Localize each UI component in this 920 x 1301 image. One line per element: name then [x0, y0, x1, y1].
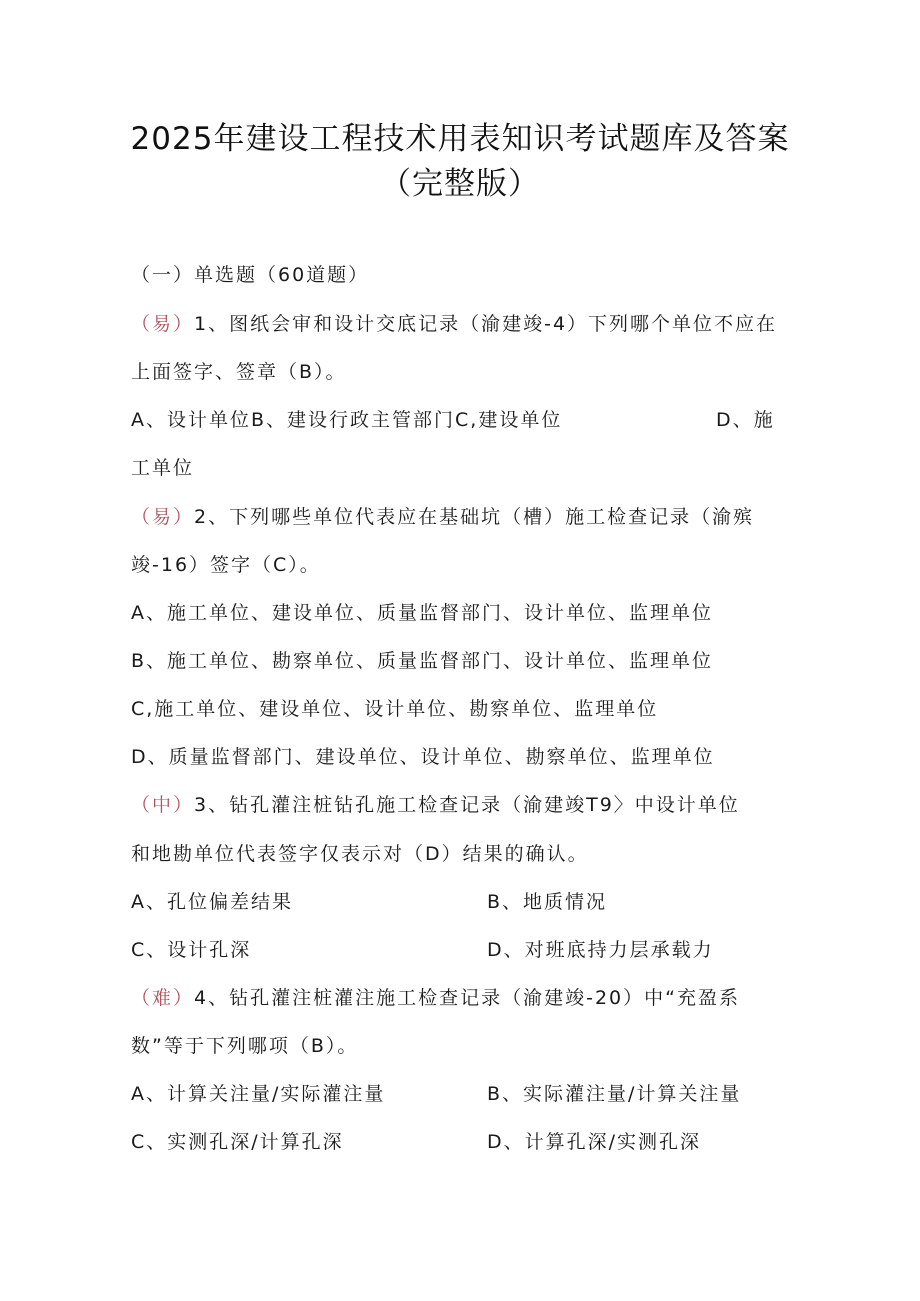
question-3-line2: 和地勘单位代表签字仅表示对（D）结果的确认。	[131, 843, 589, 865]
question-4-option-d: D、计算孔深/实测孔深	[487, 1131, 702, 1153]
question-4-line1	[131, 985, 740, 1011]
question-1-line1	[131, 311, 777, 337]
question-2-line2: 竣-16）签字（C）。	[131, 554, 321, 576]
question-3-option-d: D、对班底持力层承载力	[487, 939, 714, 961]
question-2-option-d: D、质量监督部门、建设单位、设计单位、勘察单位、监理单位	[131, 746, 715, 768]
question-1-options-row2: 工单位	[131, 457, 195, 479]
question-3-option-c: C、设计孔深	[131, 939, 252, 961]
document-title-line2: （完整版）	[380, 166, 540, 202]
question-2-option-b: B、施工单位、勘察单位、质量监督部门、设计单位、监理单位	[131, 650, 714, 672]
question-4-option-c: C、实测孔深/计算孔深	[131, 1131, 344, 1153]
question-2-line1	[131, 504, 754, 530]
question-3-option-a: A、孔位偏差结果	[131, 891, 293, 913]
question-1-line2: 上面签字、签章（B）。	[131, 361, 347, 383]
question-3-line1	[131, 792, 740, 818]
question-2-option-a: A、施工单位、建设单位、质量监督部门、设计单位、监理单位	[131, 602, 713, 624]
question-2-option-c: C,施工单位、建设单位、设计单位、勘察单位、监理单位	[131, 698, 659, 720]
question-text: 1、图纸会审和设计交底记录（渝建竣-4）下列哪个单位不应在	[194, 313, 778, 335]
difficulty-tag: （易）	[131, 313, 195, 335]
section-heading: （一）单选题（60道题）	[131, 264, 370, 286]
difficulty-tag: （中）	[131, 794, 195, 816]
question-text: 2、下列哪些单位代表应在基础坑（槽）施工检查记录（渝殡	[194, 506, 755, 528]
question-1-option-d: D、施	[716, 409, 775, 431]
question-1-options-row1: A、设计单位B、建设行政主管部门C,建设单位	[131, 409, 563, 431]
difficulty-tag: （易）	[131, 506, 195, 528]
question-4-option-b: B、实际灌注量/计算关注量	[487, 1083, 742, 1105]
question-4-option-a: A、计算关注量/实际灌注量	[131, 1083, 386, 1105]
question-3-option-b: B、地质情况	[487, 891, 608, 913]
question-text: 4、钻孔灌注桩灌注施工检查记录（渝建竣-20）中“充盈系	[194, 987, 740, 1009]
question-4-line2: 数”等于下列哪项（B）。	[131, 1035, 359, 1057]
document-title-line1: 2025年建设工程技术用表知识考试题库及答案	[130, 121, 790, 157]
difficulty-tag: （难）	[131, 987, 195, 1009]
question-text: 3、钻孔灌注桩钻孔施工检查记录（渝建竣T9〉中设计单位	[194, 794, 740, 816]
